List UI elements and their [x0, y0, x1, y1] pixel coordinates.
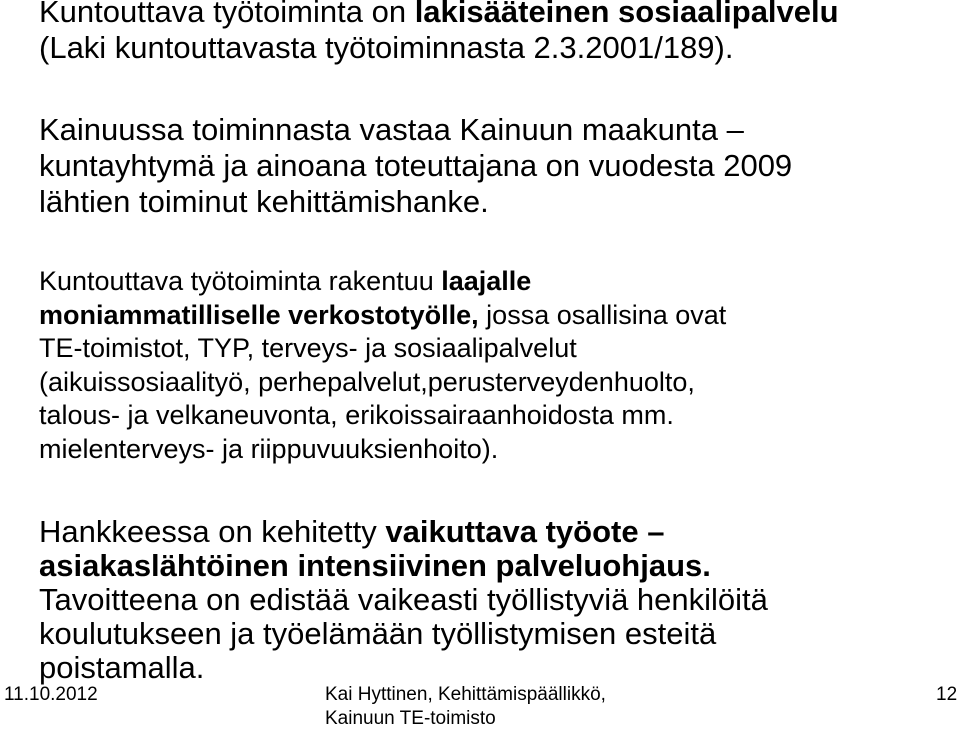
footer-date: 11.10.2012 — [4, 684, 98, 705]
text-line — [39, 515, 768, 549]
text-line — [39, 0, 839, 30]
footer-page-number: 12 — [936, 684, 958, 705]
text-line: koulutukseen ja työelämään työllistymisen esteitä — [39, 616, 717, 651]
text-run: Kuntouttava työtoiminta rakentuu — [39, 266, 442, 296]
paragraph-project — [39, 515, 768, 685]
text-line — [39, 299, 726, 333]
text-line: Kainuussa toiminnasta vastaa Kainuun maakunta – — [39, 112, 744, 147]
paragraph-legal-basis — [39, 0, 839, 66]
text-run: Kuntouttava työtoiminta on — [39, 0, 415, 29]
bold-text-run: laajalle — [441, 266, 532, 296]
text-line: lähtien toiminut kehittämishanke. — [39, 184, 489, 219]
paragraph-responsibility — [39, 112, 792, 220]
text-line — [39, 265, 726, 299]
text-run: jossa osallisina ovat — [478, 299, 727, 330]
text-line: (aikuissosiaalityö, perhepalvelut,perusterveydenhuolto, — [39, 366, 695, 397]
paragraph-network — [39, 265, 726, 466]
text-line: (Laki kuntouttavasta työtoiminnasta 2.3.2001/189). — [39, 30, 734, 65]
bold-text-run: vaikuttava työote – — [385, 514, 665, 549]
bold-text-run: moniammatilliselle verkostotyölle, — [39, 299, 479, 330]
text-line — [39, 549, 768, 583]
text-line: poistamalla. — [39, 650, 205, 685]
footer-author-line: Kai Hyttinen, Kehittämispäällikkö, — [325, 684, 606, 705]
footer-author — [325, 683, 606, 729]
text-run: Hankkeessa on kehitetty — [39, 514, 386, 549]
text-line: TE-toimistot, TYP, terveys- ja sosiaalipalvelut — [39, 333, 577, 363]
bold-text-run: asiakaslähtöinen intensiivinen palveluohjaus. — [39, 548, 711, 583]
text-line: Tavoitteena on edistää vaikeasti työllistyviä henkilöitä — [39, 582, 768, 617]
text-line: mielenterveys- ja riippuvuuksienhoito). — [39, 433, 499, 464]
text-line: talous- ja velkaneuvonta, erikoissairaanhoidosta mm. — [39, 400, 674, 430]
footer-author-line: Kainuun TE-toimisto — [325, 708, 496, 729]
bold-text-run: lakisääteinen sosiaalipalvelu — [414, 0, 839, 29]
text-line: kuntayhtymä ja ainoana toteuttajana on vuodesta 2009 — [39, 148, 793, 183]
